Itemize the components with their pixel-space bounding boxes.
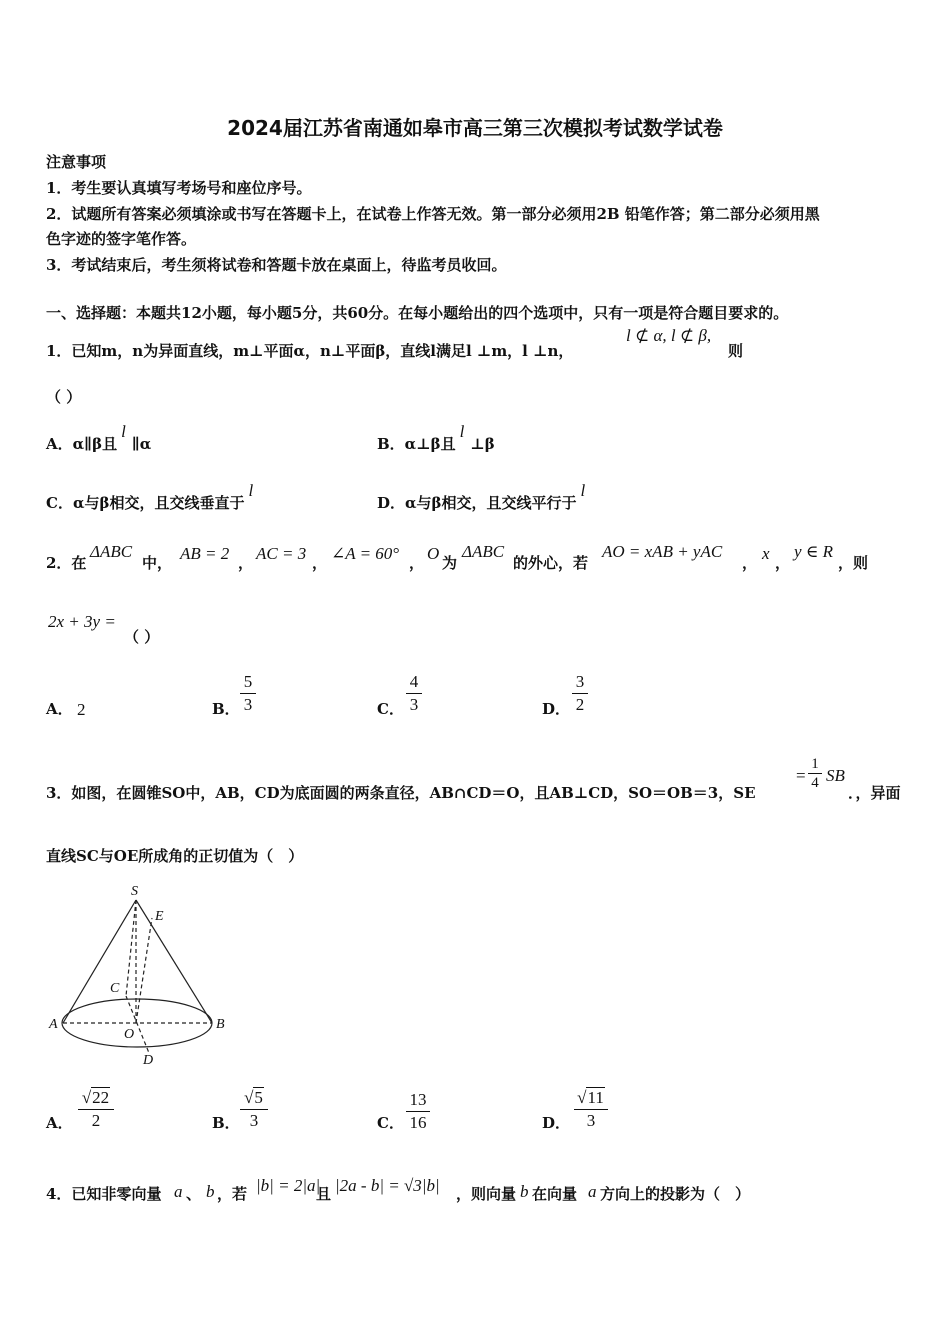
q3-sb: SB — [826, 766, 845, 785]
label-e: E — [155, 909, 164, 924]
q4-ruo: ，若 — [217, 1185, 248, 1203]
q3-tail: ．，异面 — [848, 784, 901, 802]
q1-b-label: B．α⊥β且 — [377, 435, 456, 453]
q1-paren: （ ） — [46, 388, 82, 406]
notice-heading: 注意事项 — [46, 153, 107, 171]
notice-item-2-cont: 色字迹的签字笔作答。 — [46, 230, 197, 248]
q2-ab: AB = 2 — [180, 544, 230, 563]
q4-tail-1: ，则向量 — [456, 1185, 517, 1203]
q1-option-d — [377, 481, 586, 513]
q1-then: 则 — [728, 342, 744, 360]
q3-a-den: 2 — [91, 1111, 101, 1130]
q4-a-2: a — [588, 1182, 597, 1201]
q1-option-b — [377, 422, 495, 454]
q2-ze: ，则 — [838, 554, 869, 572]
q3-d-radicand: 11 — [587, 1088, 604, 1107]
q2-triangle: ΔABC — [90, 542, 133, 561]
q2-b-num: 5 — [243, 672, 253, 691]
q2-paren: （ ） — [124, 628, 160, 646]
q4-num: 4．已知非零向量 — [46, 1185, 162, 1203]
q2-b-fraction — [240, 672, 256, 715]
q2-a-value: 2 — [77, 700, 86, 719]
q1-option-a — [46, 422, 152, 454]
q2-comma-4: ， — [742, 554, 758, 572]
q3-equals: = — [796, 766, 806, 785]
q3-fraction — [808, 756, 822, 791]
q3-c-label: C． — [377, 1114, 404, 1132]
q2-comma-2: ， — [312, 554, 328, 572]
q1-b-line: l — [459, 422, 465, 441]
q2-comma-1: ， — [238, 554, 254, 572]
q4-condition-1: |b| = 2|a| — [256, 1176, 321, 1195]
q1-c-line: l — [248, 481, 254, 500]
q3-c-fraction — [406, 1090, 430, 1133]
q3-a-radicand: 22 — [92, 1088, 110, 1107]
label-s: S — [131, 884, 138, 899]
q2-b-label: B． — [212, 700, 240, 718]
cone-slant-sa — [63, 900, 136, 1023]
notice-item-1: 1．考生要认真填写考场号和座位序号。 — [46, 179, 312, 197]
q2-x: x — [762, 544, 770, 563]
q1-d-line: l — [580, 481, 586, 500]
q2-o: O — [427, 544, 440, 563]
cone-diameter-cd — [126, 996, 149, 1053]
q1-condition: l ⊄ α, l ⊄ β, — [626, 326, 712, 345]
q2-zhong: 中， — [142, 554, 173, 572]
q2-c-label: C． — [377, 700, 404, 718]
label-d: D — [143, 1053, 154, 1068]
q2-d-fraction — [572, 672, 588, 715]
q2-c-num: 4 — [409, 672, 419, 691]
q2-num: 2．在 — [46, 554, 87, 572]
q4-a: a — [174, 1182, 183, 1201]
q2-c-fraction — [406, 672, 422, 715]
q2-c-den: 3 — [409, 695, 419, 714]
q2-vector-eq: AO = xAB + yAC — [602, 542, 723, 561]
q2-a-label: A． — [46, 700, 73, 718]
label-o: O — [124, 1027, 135, 1042]
q3-c-den: 16 — [409, 1113, 427, 1132]
q3-b-fraction: √5 3 — [240, 1088, 268, 1131]
label-a: A — [49, 1017, 58, 1032]
q3-a-fraction: √22 2 — [78, 1088, 114, 1131]
q4-dun: 、 — [186, 1185, 202, 1203]
q2-triangle-2: ΔABC — [462, 542, 505, 561]
page-title: 2024届江苏省南通如皋市高三第三次模拟考试数学试卷 — [227, 116, 723, 140]
section-heading: 一、选择题：本题共12小题，每小题5分，共60分。在每小题给出的四个选项中，只有一项是符合题目要求的。 — [46, 304, 789, 322]
q4-tail-3: 方向上的投影为（ ） — [600, 1185, 751, 1203]
q1-a-line: l — [121, 422, 126, 441]
q4-qie: 且 — [316, 1185, 332, 1203]
q2-comma-5: ， — [775, 554, 791, 572]
q3-line-2: 直线SC与OE所成角的正切值为（ ） — [46, 847, 304, 865]
q3-a-label: A． — [46, 1114, 73, 1132]
q4-b-2: b — [520, 1182, 529, 1201]
q1-b-rel: ⊥β — [470, 435, 495, 453]
segment-oe — [136, 918, 152, 1023]
q4-tail-2: 在向量 — [532, 1185, 578, 1203]
label-c: C — [110, 981, 120, 996]
q3-frac-num: 1 — [811, 756, 819, 772]
q1-stem: 1．已知m，n为异面直线，m⊥平面α，n⊥平面β，直线l满足l ⊥m，l ⊥n， — [46, 342, 574, 360]
q2-d-num: 3 — [575, 672, 585, 691]
q1-a-label: A．α∥β且 — [46, 435, 118, 453]
notice-item-2: 2．试题所有答案必须填涂或书写在答题卡上，在试卷上作答无效。第一部分必须用2B 铅笔作答；第二部分必须用黑 — [46, 205, 820, 223]
q3-stem: 3．如图，在圆锥SO中，AB，CD为底面圆的两条直径，AB∩CD＝O，且AB⊥CD，SO＝OB＝3，SE — [46, 784, 756, 802]
q2-expression: 2x + 3y = — [48, 612, 116, 631]
q1-option-c — [46, 481, 254, 513]
q2-angle: ∠A = 60° — [331, 544, 400, 563]
q2-b-den: 3 — [243, 695, 253, 714]
q3-b-den: 3 — [249, 1111, 259, 1130]
q2-comma-3: ， — [409, 554, 425, 572]
notice-item-3: 3．考试结束后，考生须将试卷和答题卡放在桌面上，待监考员收回。 — [46, 256, 507, 274]
q1-d-label: D．α与β相交，且交线平行于 — [377, 494, 577, 512]
q3-d-fraction: √11 3 — [574, 1088, 608, 1131]
q2-wei: 为 — [442, 554, 458, 572]
q3-b-radicand: 5 — [254, 1088, 263, 1107]
q2-ac: AC = 3 — [256, 544, 307, 563]
label-b: B — [216, 1017, 225, 1032]
cone-slant-sb — [136, 900, 212, 1023]
q2-y-in-r: y ∈ R — [794, 542, 834, 561]
q2-waixin: 的外心，若 — [513, 554, 589, 572]
q3-frac-den: 4 — [811, 775, 819, 791]
q3-d-den: 3 — [586, 1111, 596, 1130]
q3-d-label: D． — [542, 1114, 571, 1132]
q4-b: b — [206, 1182, 215, 1201]
q3-b-label: B． — [212, 1114, 240, 1132]
q2-d-label: D． — [542, 700, 571, 718]
q1-a-rel: ∥α — [131, 435, 152, 453]
q3-c-num: 13 — [409, 1090, 427, 1109]
q4-condition-2: |2a - b| = √3|b| — [335, 1176, 440, 1195]
q2-d-den: 2 — [575, 695, 585, 714]
q1-c-label: C．α与β相交，且交线垂直于 — [46, 494, 245, 512]
q3-cone-figure — [44, 878, 244, 1070]
